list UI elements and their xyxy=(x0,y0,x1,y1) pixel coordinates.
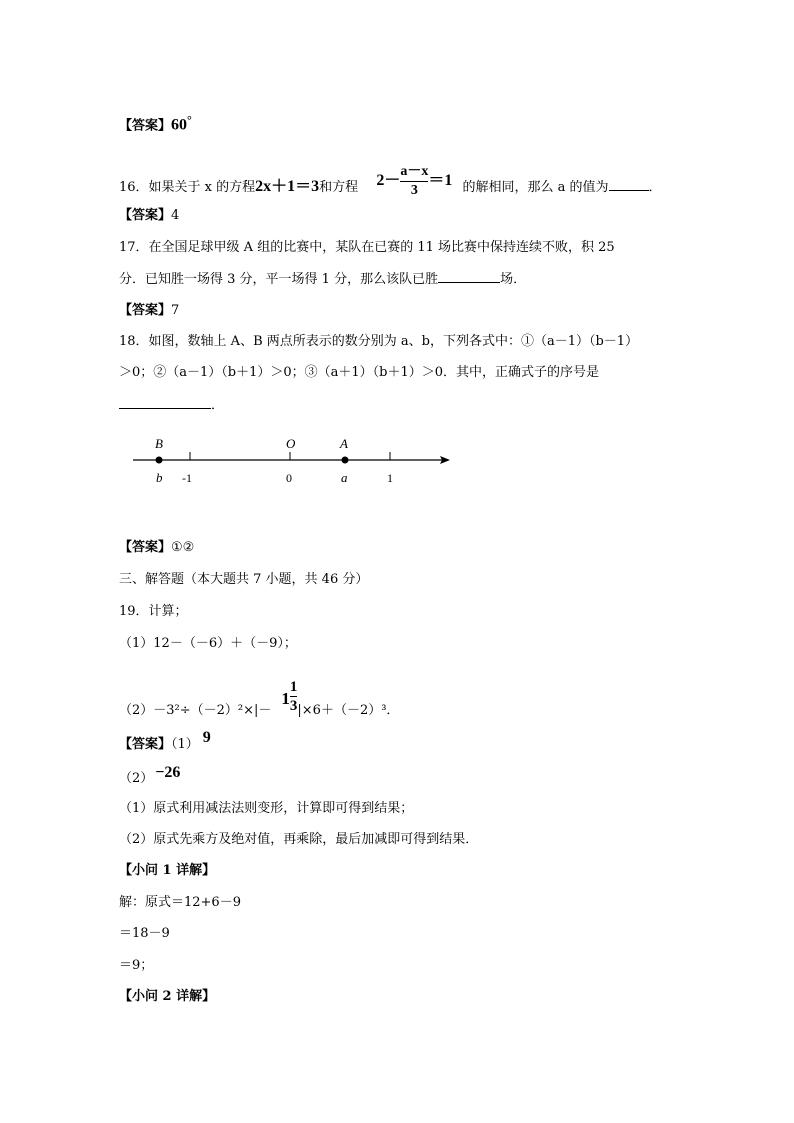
hint-1: （1）原式利用减法法则变形，计算即可得到结果； xyxy=(119,801,414,816)
label-neg1: -1 xyxy=(182,471,192,485)
question-18-line-1: 18．如图，数轴上 A、B 两点所表示的数分别为 a、b，下列各式中：①（a－1）（b－1） xyxy=(119,334,639,349)
mixed-number-whole: 1 xyxy=(281,689,290,708)
answer-label: 【答案】 xyxy=(119,118,172,134)
solution-step-2: ＝18－9 xyxy=(119,926,170,941)
point-a xyxy=(342,457,349,464)
answer-16 xyxy=(119,207,179,225)
q16-text-post: 的解相同，那么 a 的值为 xyxy=(462,180,609,195)
q16-eq2-right: ＝1 xyxy=(428,172,453,189)
solution-step-3: ＝9； xyxy=(119,958,154,973)
answer-label: 【答案】 xyxy=(119,303,172,318)
fraction-numerator: a－x xyxy=(400,164,429,179)
q16-text-mid: 和方程 xyxy=(319,180,359,195)
answer-blank xyxy=(438,270,500,283)
q19-p2-post: |×6＋（－2）³． xyxy=(297,703,400,718)
answer-value: 4 xyxy=(171,208,180,223)
answer-prefix: （2） xyxy=(119,771,154,786)
answer-value: ①② xyxy=(171,540,195,555)
detail-2-title: 【小问 2 详解】 xyxy=(119,989,216,1004)
q19-p2-pre: （2）－3²÷（－2）²×|－ xyxy=(119,703,272,718)
question-19-title: 19．计算； xyxy=(119,604,188,619)
fraction-denominator: 3 xyxy=(410,183,418,198)
section-3-title: 三、解答题（本大题共 7 小题，共 46 分） xyxy=(119,572,369,587)
answer-blank xyxy=(609,178,649,191)
fraction-bar xyxy=(400,181,428,182)
fraction-numerator: 1 xyxy=(289,679,298,695)
label-A: A xyxy=(340,436,348,451)
detail-1-title: 【小问 1 详解】 xyxy=(119,863,216,878)
answer-19-part-2 xyxy=(119,764,181,788)
q17-text-pre: 分．已知胜一场得 3 分，平一场得 1 分，那么该队已胜 xyxy=(119,272,439,287)
label-B: B xyxy=(155,436,163,451)
q17-text-post: 场． xyxy=(500,272,527,287)
answer-18 xyxy=(119,539,194,557)
label-one: 1 xyxy=(387,471,393,485)
answer-label: 【答案】 xyxy=(119,737,172,752)
question-18-line-3 xyxy=(119,396,224,415)
question-17-line-1: 17．在全国足球甲级 A 组的比赛中，某队在已赛的 11 场比赛中保持连续不败，积 25 xyxy=(119,240,615,255)
q16-equation-1: 2x＋1＝3 xyxy=(255,178,320,195)
answer-blank xyxy=(119,396,211,409)
q16-text-pre: 16．如果关于 x 的方程 xyxy=(119,180,256,195)
question-18-line-2: ＞0；②（a－1）（b＋1）＞0；③（a＋1）（b＋1）＞0．其中，正确式子的序号是 xyxy=(119,365,600,380)
answer-19-part-1 xyxy=(119,729,211,754)
label-zero: 0 xyxy=(286,471,292,485)
fraction-bar xyxy=(290,696,298,697)
q16-eq2-fraction xyxy=(400,164,428,199)
degree-sign: ° xyxy=(187,113,192,127)
answer-value: 7 xyxy=(171,303,180,318)
answer-value: 9 xyxy=(202,729,211,746)
question-17-line-2 xyxy=(119,270,526,289)
label-b: b xyxy=(156,470,163,485)
label-O: O xyxy=(286,436,296,451)
question-16 xyxy=(119,164,662,207)
answer-value: −26 xyxy=(155,764,181,781)
point-b xyxy=(156,457,163,464)
answer-label: 【答案】 xyxy=(119,540,172,555)
q18-text-end: ． xyxy=(211,398,225,413)
fraction-denominator: 3 xyxy=(289,698,298,714)
question-19-part-1: （1）12－（－6）＋（－9）； xyxy=(119,636,297,651)
answer-label: 【答案】 xyxy=(119,208,172,223)
label-a: a xyxy=(341,470,348,485)
solution-step-1: 解：原式＝12+6－9 xyxy=(119,895,241,910)
hint-2: （2）原式先乘方及绝对值，再乘除，最后加减即可得到结果． xyxy=(119,832,479,847)
q16-eq2-left: 2－ xyxy=(376,172,401,189)
answer-prefix: （1） xyxy=(171,737,199,752)
q16-text-end: ． xyxy=(648,180,662,195)
answer-15 xyxy=(119,111,192,135)
number-line-figure xyxy=(128,432,458,494)
answer-value: 60 xyxy=(171,116,188,134)
answer-17 xyxy=(119,302,179,320)
question-19-part-2 xyxy=(119,674,399,720)
